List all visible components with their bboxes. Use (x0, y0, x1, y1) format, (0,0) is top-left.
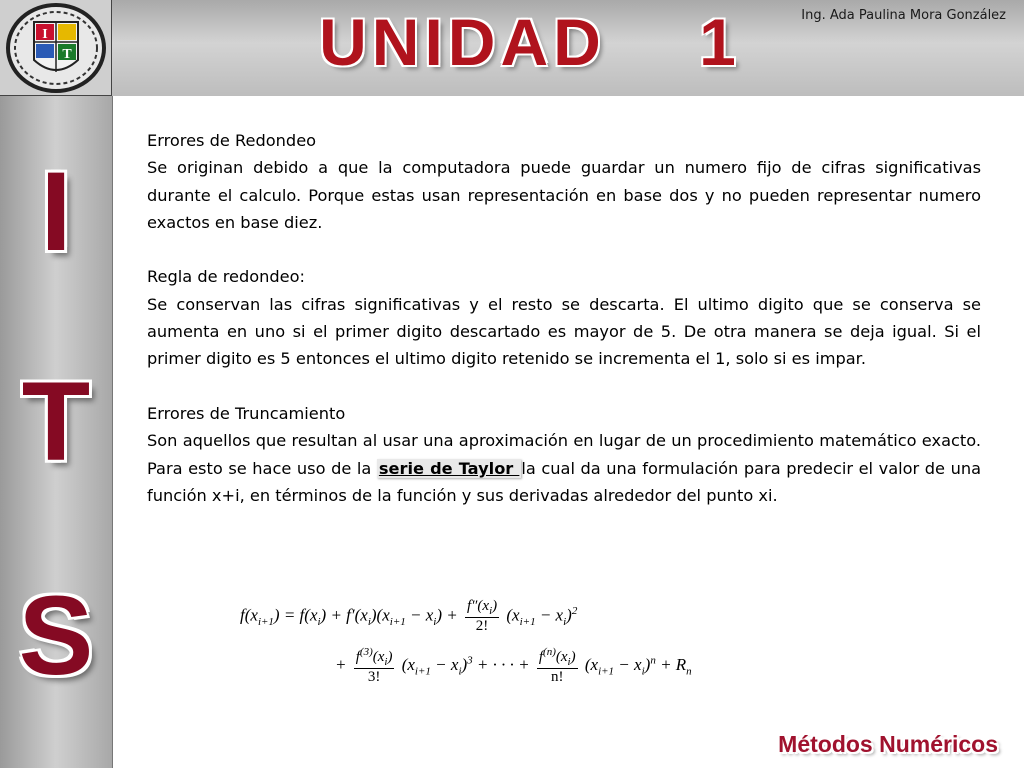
truncamiento-text-before: Son aquellos que resultan al usar una aproximación en lugar de un procedimiento matemático exacto. Para esto se hace uso de la (147, 431, 981, 478)
its-seal-icon (4, 2, 108, 94)
its-logo (0, 0, 112, 96)
paragraph-errores-redondeo: Se originan debido a que la computadora puede guardar un numero fijo de cifras significativas durante el calculo. Porque estas usan representación en base dos y no pueden representar numero exactos en base diez. (147, 158, 981, 232)
sidebar-letter-s: S (18, 573, 94, 698)
fraction-third-derivative: $\frac{f^{(3)}(x_i)}{3!}$ (355, 646, 393, 685)
taylor-series-formula (200, 590, 900, 690)
heading-errores-truncamiento: Errores de Truncamiento (147, 403, 346, 423)
fraction-nth-derivative: $\frac{f^{(n)}(x_i)}{n!}$ (538, 646, 576, 685)
sidebar-its (0, 96, 113, 768)
paragraph-errores-truncamiento (147, 427, 981, 509)
author-name: Ing. Ada Paulina Mora González (801, 8, 1006, 23)
formula-line-1: $f(x_{i+1}) = f(x_i) + f'(x_i)(x_{i+1} - x_i)$ + $\frac{f''(x_i)}{2!}$ $(x_{i+1} - x_i)^2$ (240, 598, 578, 634)
logo-letter-t: T (62, 47, 72, 62)
page-title: UNIDAD 1 (319, 5, 741, 79)
truncamiento-text-after: la cual da una formulación para predecir el valor de una función x+i, en términos de la función y sus derivadas alrededor del punto xi. (147, 458, 982, 505)
sidebar-letter-i: I (40, 149, 72, 274)
fraction-second-derivative: $\frac{f''(x_i)}{2!}$ (466, 598, 498, 634)
paragraph-regla-redondeo: Se conservan las cifras significativas y el resto se descarta. El ultimo digito que se conserva se aumenta en uno si el primer digito descartado es mayor de 5. De otra manera se deja igual. Si el primer digito es 5 entonces el ultimo digito retenido se incrementa el 1, solo si es impar. (147, 294, 981, 369)
header-bar (0, 0, 1024, 96)
heading-errores-redondeo: Errores de Redondeo (147, 131, 317, 150)
main-content (147, 127, 981, 509)
sidebar-letter-t: T (21, 359, 91, 484)
logo-letter-i: I (42, 27, 48, 42)
heading-regla-redondeo: Regla de redondeo: (147, 267, 305, 287)
formula-line-2: + $\frac{f^{(3)}(x_i)}{3!}$ $(x_{i+1} - x_i)^3$ + · · · + $\frac{f^{(n)}(x_i)}{n!}$ $(x_{i+1} - x_i)^n + R_n$ (335, 646, 692, 685)
course-name-label: Métodos Numéricos (778, 731, 998, 757)
serie-de-taylor-link[interactable]: serie de Taylor (378, 458, 520, 478)
